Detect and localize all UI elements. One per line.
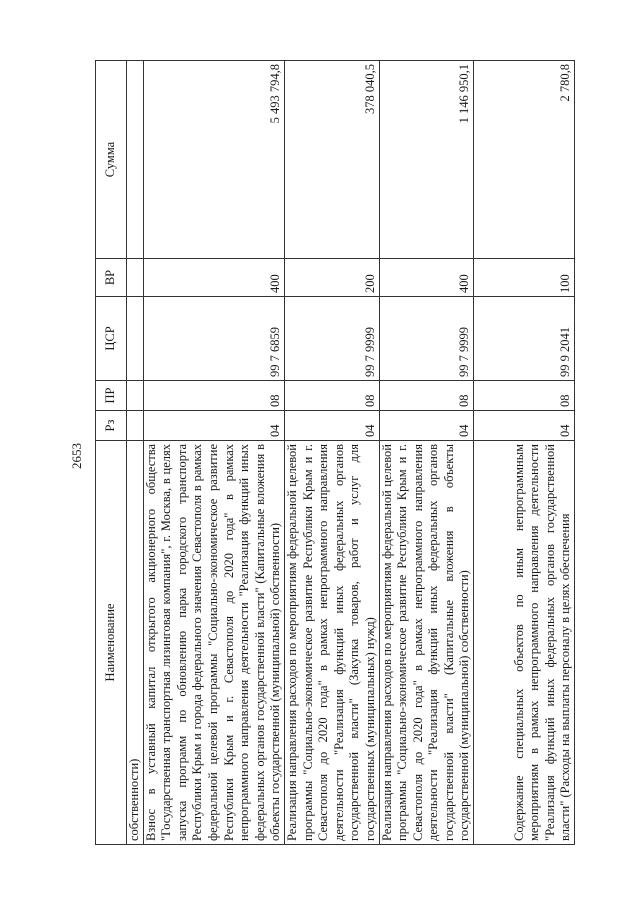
row-csr: 99 9 2041: [474, 297, 575, 381]
row-vr: 100: [474, 259, 575, 297]
table-row: [143, 61, 284, 845]
row-vr: 200: [284, 259, 379, 297]
row-rz: 04: [143, 411, 284, 441]
row-sum: 5 493 794,8: [143, 61, 284, 259]
table-row: [474, 61, 575, 845]
row-sum: 2 780,8: [474, 61, 575, 259]
row-pr: 08: [379, 381, 474, 411]
table-row-continuation: [127, 61, 144, 845]
row-name: Содержание специальных объектов по иным непрограммным мероприятиям в рамках непрограммного направления деятельности "Реализация функций иных федеральных органов государственной власти" (Расходы на выплаты персоналу в целях обеспечения: [474, 441, 575, 845]
header-csr: ЦСР: [96, 297, 127, 381]
header-rz: Рз: [96, 411, 127, 441]
header-sum: Сумма: [96, 61, 127, 259]
table-header-row: [96, 61, 127, 845]
row-csr: 99 7 6859: [143, 297, 284, 381]
continuation-text: собственности): [127, 441, 144, 845]
row-sum: 1 146 950,1: [379, 61, 474, 259]
table-row: [379, 61, 474, 845]
table-row: [284, 61, 379, 845]
header-pr: ПР: [96, 381, 127, 411]
row-name: Реализация направления расходов по мероприятиям федеральной целевой программы "Социально-экономическое развитие Республики Крым и г. Севастополя до 2020 года" в рамках непрограммного направления деятельности "Реализация функций иных федеральных органов государственной власти" (Закупка товаров, работ и услуг для государственных (муниципальных) нужд): [284, 441, 379, 845]
row-sum: 378 040,5: [284, 61, 379, 259]
header-vr: ВР: [96, 259, 127, 297]
budget-table: [95, 60, 575, 845]
row-pr: 08: [474, 381, 575, 411]
row-csr: 99 7 9999: [284, 297, 379, 381]
row-pr: 08: [143, 381, 284, 411]
rotated-page-content: [95, 61, 575, 845]
row-name: Взнос в уставный капитал открытого акционерного общества "Государственная транспортная лизинговая компания", г. Москва, в целях запуска программ по обновлению парка городского транспорта Республики Крым и города федерального значения Севастополя в рамках федеральной целевой программы "Социально-экономическое развитие Республики Крым и г. Севастополя до 2020 года" в рамках непрограммного направления деятельности "Реализация функций иных федеральных органов государственной власти" (Капитальные вложения в объекты государственной (муниципальной) собственности): [143, 441, 284, 845]
row-name: Реализация направления расходов по мероприятиям федеральной целевой программы "Социально-экономическое развитие Республики Крым и г. Севастополя до 2020 года" в рамках непрограммного направления деятельности "Реализация функций иных федеральных органов государственной власти" (Капитальные вложения в объекты государственной (муниципальной) собственности): [379, 441, 474, 845]
row-vr: 400: [379, 259, 474, 297]
page-number: 2653: [69, 443, 84, 469]
row-rz: 04: [474, 411, 575, 441]
row-csr: 99 7 9999: [379, 297, 474, 381]
row-vr: 400: [143, 259, 284, 297]
row-rz: 04: [284, 411, 379, 441]
header-name: Наименование: [96, 441, 127, 845]
row-rz: 04: [379, 411, 474, 441]
row-pr: 08: [284, 381, 379, 411]
